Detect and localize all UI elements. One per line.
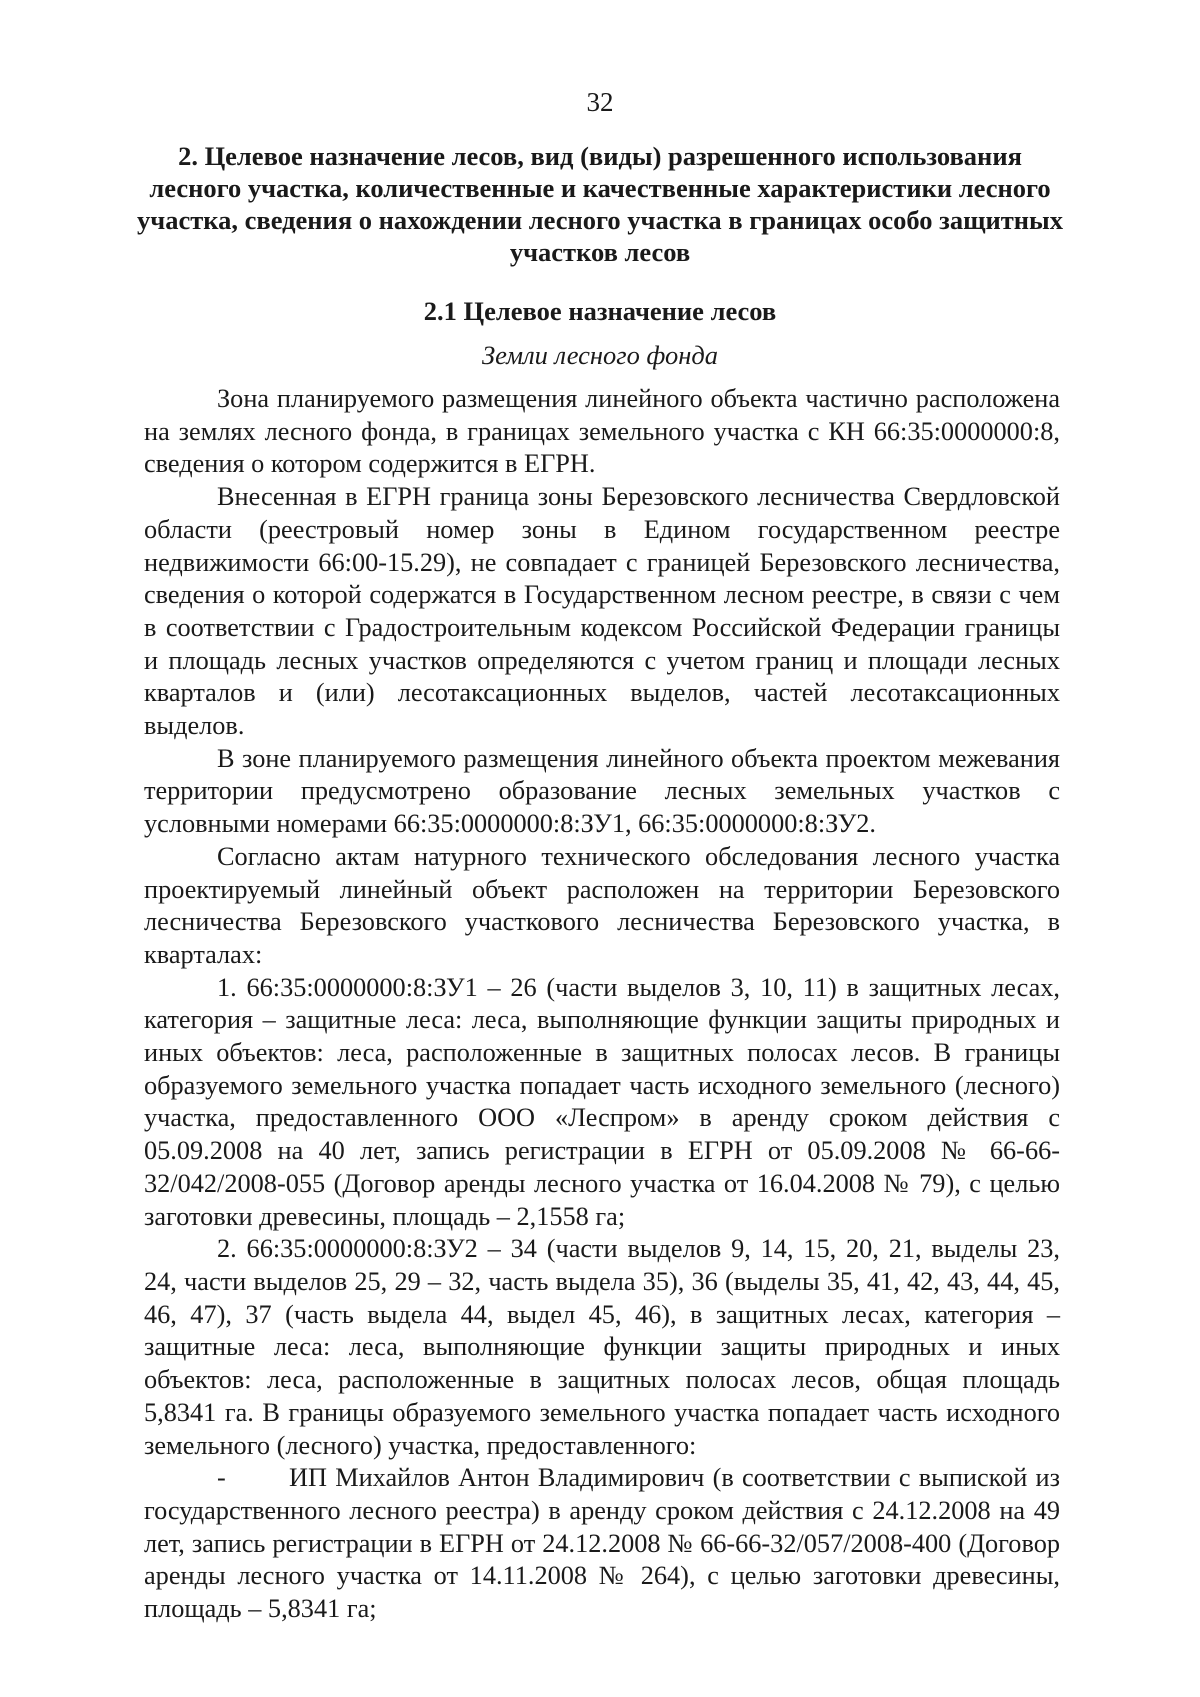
paragraph: Согласно актам натурного технического обследования лесного участка проектируемый линейный объект расположен на территории Березовского лесничества Березовского участкового лесничества Березовского участка, в кварталах: bbox=[144, 841, 1060, 969]
section-heading bbox=[130, 140, 1070, 268]
heading-line: 2. Целевое назначение лесов, вид (виды) разрешенного использования bbox=[178, 141, 1022, 171]
bullet-item bbox=[144, 1462, 1060, 1626]
heading-line: лесного участка, количественные и качественные характеристики лесного bbox=[149, 173, 1051, 203]
heading-line: участка, сведения о нахождении лесного участка в границах особо защитных bbox=[137, 205, 1063, 235]
page-number: 32 bbox=[586, 87, 614, 117]
paragraph: Внесенная в ЕГРН граница зоны Березовского лесничества Свердловской области (реестровый номер зоны в Едином государственном реестре недвижимости 66:00-15.29), не совпадает с границей Березовского лесничества, сведения о которой содержатся в Государственном лесном реестре, в связи с чем в соответствии с Градостроительным кодексом Российской Федерации границы и площадь лесных участков определяются с учетом границ и площади лесных кварталов и (или) лесотаксационных выделов, частей лесотаксационных выделов. bbox=[144, 482, 1060, 741]
heading-line: участков лесов bbox=[509, 237, 691, 267]
list-item: 2. 66:35:0000000:8:ЗУ2 – 34 (части выделов 9, 14, 15, 20, 21, выделы 23, 24, части выделов 25, 29 – 32, часть выдела 35), 36 (выделы 35, 41, 42, 43, 44, 45, 46, 47), 37 (часть выдела 44, выдел 45, 46), в защитных лесах, категория – защитные леса: леса, выполняющие функции защиты природных и иных объектов: леса, расположенные в защитных полосах лесов, общая площадь 5,8341 га. В границы образуемого земельного участка попадает часть исходного земельного (лесного) участка, предоставленного: bbox=[144, 1234, 1060, 1460]
paragraph: Зона планируемого размещения линейного объекта частично расположена на землях лесного фонда, в границах земельного участка с КН 66:35:0000000:8, сведения о котором содержится в ЕГРН. bbox=[144, 384, 1060, 479]
paragraph: В зоне планируемого размещения линейного объекта проектом межевания территории предусмотрено образование лесных земельных участков с условными номерами 66:35:0000000:8:ЗУ1, 66:35:0000000:8:ЗУ2. bbox=[144, 743, 1060, 839]
bullet-marker: - bbox=[217, 1463, 226, 1493]
subsection-subtitle: Земли лесного фонда bbox=[481, 340, 719, 370]
list-item: 1. 66:35:0000000:8:ЗУ1 – 26 (части выделов 3, 10, 11) в защитных лесах, категория – защитные леса: леса, выполняющие функции защиты природных и иных объектов: леса, расположенные в защитных полосах лесов. В границы образуемого земельного участка попадает часть исходного земельного (лесного) участка, предоставленного ООО «Леспром» в аренду сроком действия с 05.09.2008 на 40 лет, запись регистрации в ЕГРН от 05.09.2008 № 66-66-32/042/2008-055 (Договор аренды лесного участка от 16.04.2008 № 79), с целью заготовки древесины, площадь – 2,1558 га; bbox=[144, 972, 1060, 1231]
subsection-title: 2.1 Целевое назначение лесов bbox=[423, 296, 777, 326]
bullet-text: ИП Михайлов Антон Владимирович (в соответствии с выпиской из государственного лесного реестра) в аренду сроком действия с 24.12.2008 на 49 лет, запись регистрации в ЕГРН от 24.12.2008 № 66-66-32/057/2008-400 (Договор аренды лесного участка от 14.11.2008 № 264), с целью заготовки древесины, площадь – 5,8341 га; bbox=[144, 1463, 1060, 1624]
body-text bbox=[144, 383, 1060, 1626]
